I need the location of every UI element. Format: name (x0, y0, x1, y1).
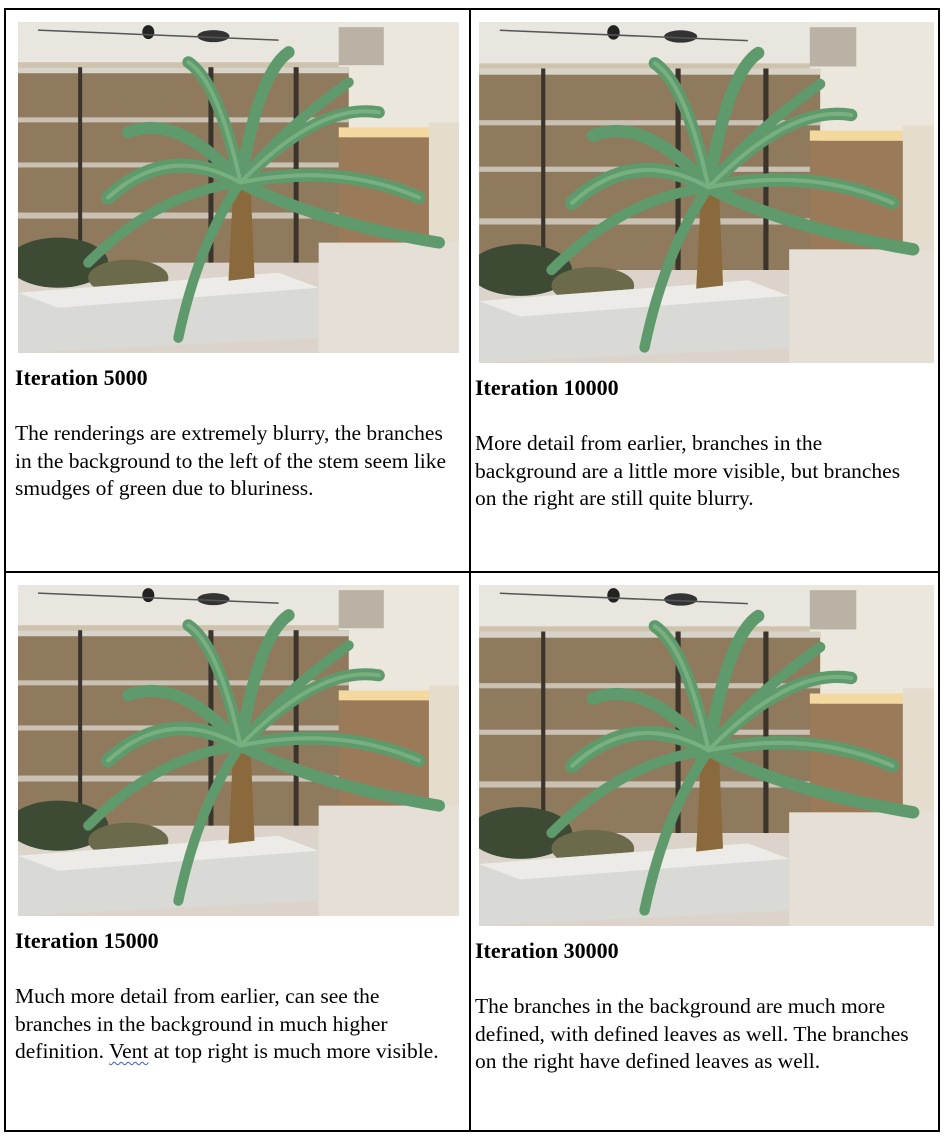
spellcheck-flagged-word: Vent (108, 1039, 149, 1063)
cell-description (15, 983, 455, 1066)
rendering-image-iteration-10000 (479, 22, 934, 363)
cell-heading: Iteration 10000 (475, 375, 619, 400)
cell-heading: Iteration 30000 (475, 938, 619, 963)
table-cell-iteration-15000 (6, 573, 469, 1130)
cell-description: The renderings are extremely blurry, the branches in the background to the left of the stem seem like smudges of green due to bluriness. (15, 421, 447, 500)
cell-heading: Iteration 15000 (15, 928, 159, 953)
cell-description: More detail from earlier, branches in the background are a little more visible, but branches on the right are still quite blurry. (475, 431, 901, 510)
description-text: at top right is much more visible. (148, 1039, 439, 1063)
iteration-comparison-table (4, 8, 940, 1132)
table-cell-iteration-10000 (471, 10, 938, 571)
rendering-image-iteration-30000 (479, 585, 934, 926)
cell-description: The branches in the background are much more defined, with defined leaves as well. The branches on the right have defined leaves as well. (475, 994, 909, 1073)
cell-heading: Iteration 5000 (15, 365, 148, 390)
rendering-image-iteration-5000 (18, 22, 459, 353)
table-cell-iteration-5000 (6, 10, 469, 571)
table-cell-iteration-30000 (471, 573, 938, 1130)
rendering-image-iteration-15000 (18, 585, 459, 916)
description-text: Much more detail from earlier, can see the branches in the background in much higher definition. (15, 984, 388, 1063)
